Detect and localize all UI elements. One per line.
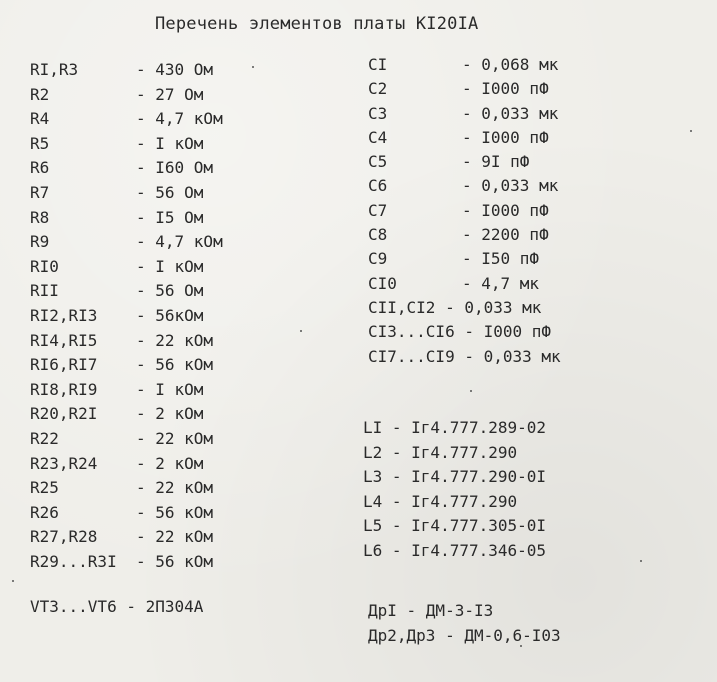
list-item (368, 152, 713, 176)
value: - 0,033 мк (462, 103, 559, 123)
scan-speck (520, 645, 522, 647)
list-item (30, 60, 330, 85)
designator: R2 (30, 84, 50, 104)
list-item (30, 109, 330, 134)
designator: C4 (368, 127, 388, 147)
value: - 0,033 мк (462, 176, 559, 196)
list-item: L4 - Iг4.777.290 (363, 491, 518, 511)
designator: CI (368, 55, 388, 74)
value: - 0,068 мк (462, 55, 559, 74)
designator: RI2,RI3 (30, 305, 98, 325)
value: - 22 кОм (136, 428, 214, 448)
designator: RI,R3 (30, 60, 79, 79)
value: - 27 Ом (136, 84, 204, 104)
designator: R6 (30, 158, 50, 178)
list-item: L2 - Iг4.777.290 (363, 442, 518, 462)
designator: R23,R24 (30, 453, 98, 473)
designator: R26 (30, 502, 59, 522)
list-item (30, 85, 330, 110)
list-item (368, 274, 713, 298)
capacitor-group-line: CII,CI2 - 0,033 мк (368, 297, 542, 317)
designator: C3 (368, 103, 388, 123)
designator: R22 (30, 428, 59, 448)
value: - 56 Ом (136, 281, 204, 301)
value: - I кОм (136, 379, 204, 399)
value: - 2 кОм (136, 404, 204, 424)
designator: R5 (30, 133, 50, 153)
value: - 430 Ом (136, 60, 214, 79)
value: - 56 кОм (136, 355, 214, 375)
list-item: L5 - Iг4.777.305-0I (363, 516, 547, 536)
capacitor-list (368, 55, 713, 371)
designator: RI6,RI7 (30, 355, 98, 375)
list-item (368, 201, 713, 225)
scan-speck (640, 560, 642, 562)
designator: RII (30, 281, 59, 301)
designator: C7 (368, 200, 388, 220)
value: - 9I пФ (462, 152, 530, 172)
list-item (30, 478, 330, 503)
designator: R20,R2I (30, 404, 98, 424)
designator: RI0 (30, 256, 59, 276)
list-item (368, 347, 713, 371)
designator: R7 (30, 182, 50, 202)
list-item (30, 331, 330, 356)
list-item (30, 183, 330, 208)
list-item (368, 176, 713, 200)
value: - 2200 пФ (462, 225, 549, 245)
value: - 4,7 кОм (136, 109, 223, 129)
designator: R29...R3I (30, 551, 117, 571)
list-item (30, 158, 330, 183)
list-item (30, 552, 330, 577)
transistors-line: VT3...VT6 - 2П304А (30, 597, 204, 616)
value: - 56 кОм (136, 502, 214, 522)
inductor-list (363, 418, 713, 566)
designator: RI8,RI9 (30, 379, 98, 399)
list-item (30, 281, 330, 306)
scan-speck (12, 580, 14, 582)
designator: R25 (30, 478, 59, 498)
list-item: Др2,Др3 - ДМ-0,6-I03 (368, 626, 561, 645)
value: - I5 Ом (136, 207, 204, 227)
list-item (368, 225, 713, 249)
page-title: Перечень элементов платы КI20IA (155, 14, 479, 34)
value: - 56 кОм (136, 551, 214, 571)
scan-speck (300, 330, 302, 332)
list-item (30, 232, 330, 257)
value: - I60 Ом (136, 158, 214, 178)
list-item: LI - Iг4.777.289-02 (363, 418, 547, 437)
list-item (368, 128, 713, 152)
scan-speck (470, 390, 472, 392)
value: - 22 кОм (136, 478, 214, 498)
scan-speck (252, 66, 254, 68)
list-item (368, 55, 713, 79)
scan-speck (690, 130, 692, 132)
list-item (368, 322, 713, 346)
designator: C2 (368, 79, 388, 99)
value: - I50 пФ (462, 249, 540, 269)
list-item (30, 503, 330, 528)
list-item (30, 454, 330, 479)
designator: C6 (368, 176, 388, 196)
value: - I кОм (136, 133, 204, 153)
list-item (368, 249, 713, 273)
value: - 56 Ом (136, 182, 204, 202)
list-item (368, 298, 713, 322)
designator: RI4,RI5 (30, 330, 98, 350)
list-item: L6 - Iг4.777.346-05 (363, 540, 547, 560)
designator: C8 (368, 225, 388, 245)
capacitor-group-line: CI7...CI9 - 0,033 мк (368, 346, 561, 366)
capacitor-group-line: CI3...CI6 - I000 пФ (368, 322, 552, 342)
value: - I000 пФ (462, 200, 549, 220)
list-item (30, 355, 330, 380)
list-item (30, 208, 330, 233)
value: - I000 пФ (462, 127, 549, 147)
designator: R8 (30, 207, 50, 227)
choke-list (368, 601, 713, 651)
designator: C9 (368, 249, 388, 269)
list-item: ДрI - ДМ-3-I3 (368, 601, 494, 620)
list-item (30, 257, 330, 282)
list-item (30, 527, 330, 552)
list-item (30, 429, 330, 454)
designator: C5 (368, 152, 388, 172)
value: - 4,7 кОм (136, 232, 223, 252)
value: - 22 кОм (136, 330, 214, 350)
value: - 56кОм (136, 305, 204, 325)
value: - 2 кОм (136, 453, 204, 473)
value: - 4,7 мк (462, 273, 540, 293)
designator: R4 (30, 109, 50, 129)
designator: CI0 (368, 273, 397, 293)
value: - I000 пФ (462, 79, 549, 99)
list-item (30, 306, 330, 331)
list-item (30, 380, 330, 405)
list-item (368, 104, 713, 128)
list-item (30, 134, 330, 159)
designator: R9 (30, 232, 50, 252)
value: - I кОм (136, 256, 204, 276)
value: - 22 кОм (136, 527, 214, 547)
list-item (368, 79, 713, 103)
list-item (30, 404, 330, 429)
list-item: L3 - Iг4.777.290-0I (363, 467, 547, 487)
designator: R27,R28 (30, 527, 98, 547)
resistor-list (30, 60, 330, 576)
